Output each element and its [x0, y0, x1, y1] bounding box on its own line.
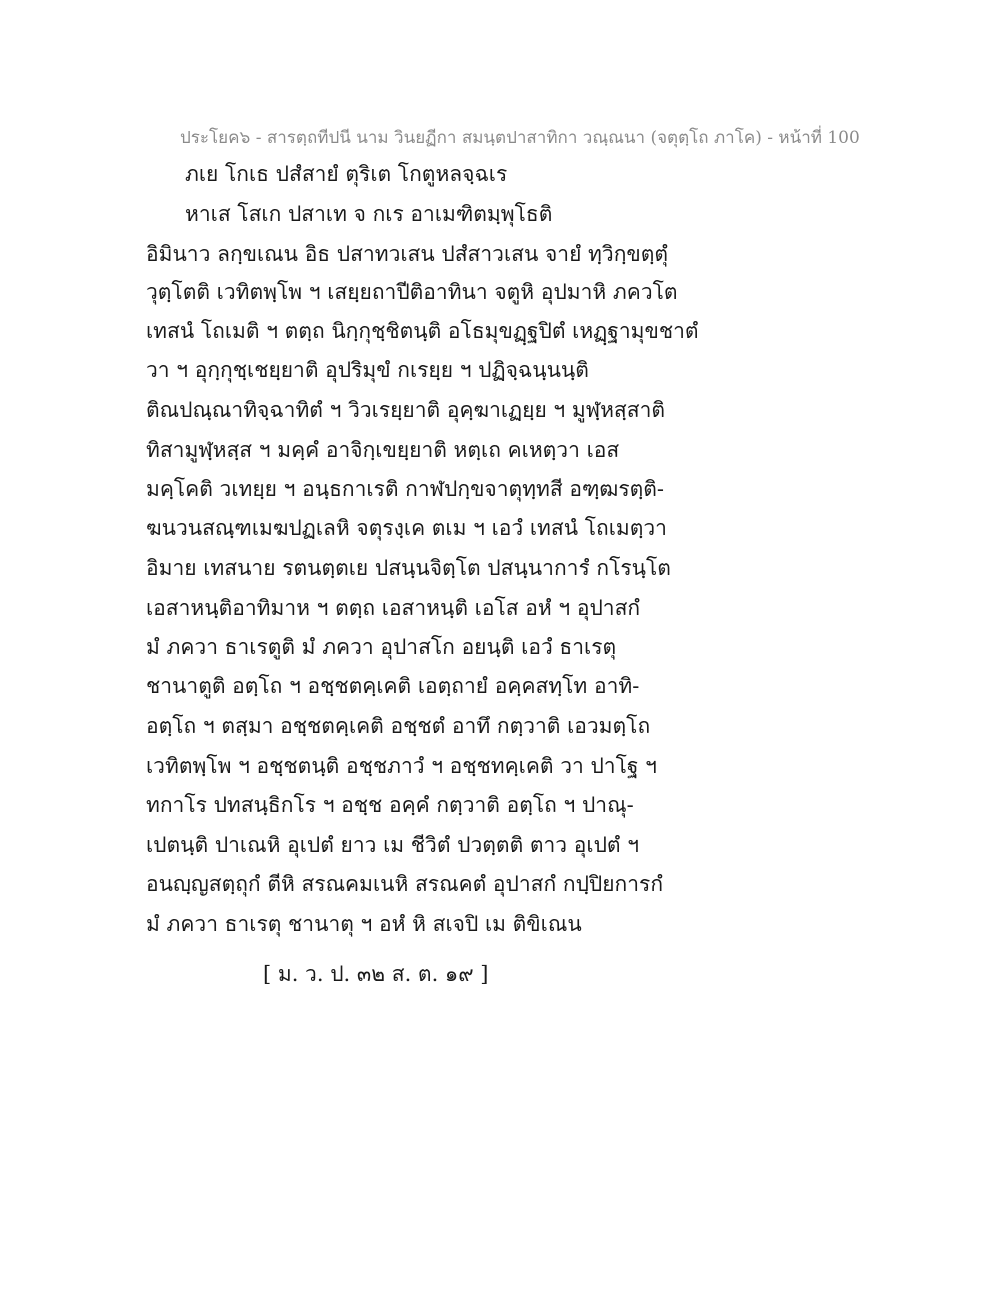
- text-line: เทสนํ โถเมติ ฯ ตตฺถ นิกฺกุชฺชิตนฺติ อโธมุขฏฺฐปิตํ เหฏฺฐามุขชาตํ: [146, 319, 699, 343]
- page-header: ประโยค๖ - สารตฺถทีปนี นาม วินยฏีกา สมนฺตปาสาทิกา วณฺณนา (จตุตฺโถ ภาโค) - หน้าที่ 100: [180, 128, 860, 148]
- text-line: ติณปณฺณาทิจฺฉาทิตํ ฯ วิวเรยฺยาติ อุคฺฆาเฏยฺย ฯ มูฬฺหสฺสาติ: [146, 398, 666, 422]
- text-line: มํ ภควา ธาเรตุ ชานาตุ ฯ อหํ หิ สเจปิ เม ติขิเณน: [146, 912, 582, 936]
- text-line: วา ฯ อุกฺกุชฺเชยฺยาติ อุปริมุขํ กเรยฺย ฯ ปฏิจฺฉนฺนนฺติ: [146, 358, 589, 382]
- text-line: เปตนฺติ ปาเณหิ อุเปตํ ยาว เม ชีวิตํ ปวตฺตติ ตาว อุเปตํ ฯ: [146, 833, 639, 857]
- text-line: ชานาตูติ อตฺโถ ฯ อชฺชตคฺเคติ เอตฺถายํ อคฺคสทฺโท อาทิ-: [146, 674, 640, 698]
- text-line: ทิสามูฬฺหสฺส ฯ มคฺคํ อาจิกฺเขยฺยาติ หตฺเถ คเหตฺวา เอส: [146, 438, 620, 462]
- text-line: ทกาโร ปทสนฺธิกโร ฯ อชฺช อคฺคํ กตฺวาติ อตฺโถ ฯ ปาณุ-: [146, 793, 634, 817]
- verse-line: ภเย โกเธ ปสํสายํ ตุริเต โกตูหลจฺฉเร: [185, 162, 508, 186]
- text-line: อตฺโถ ฯ ตสฺมา อชฺชตคฺเคติ อชฺชตํ อาทึ กตฺวาติ เอวมตฺโถ: [146, 714, 651, 738]
- text-line: อิมินาว ลกฺขเณน อิธ ปสาทวเสน ปสํสาวเสน จายํ ทฺวิกฺขตฺตุํ: [146, 242, 669, 266]
- text-line: มํ ภควา ธาเรตูติ มํ ภควา อุปาสโก อยนฺติ เอวํ ธาเรตุ: [146, 635, 617, 659]
- text-line: ฆนวนสณฺฑเมฆปฏเลหิ จตุรงฺเค ตเม ฯ เอวํ เทสนํ โถเมตฺวา: [146, 516, 667, 540]
- source-reference: [ ม. ว. ป. ๓๒ ส. ต. ๑๙ ]: [263, 962, 489, 986]
- text-line: อนญฺญสตฺถุกํ ตีหิ สรณคมเนหิ สรณคตํ อุปาสกํ กปฺปิยการกํ: [146, 872, 664, 896]
- text-line: อิมาย เทสนาย รตนตฺตเย ปสนฺนจิตฺโต ปสนฺนาการํ กโรนฺโต: [146, 556, 671, 580]
- text-line: มคฺโคติ วเทยฺย ฯ อนฺธกาเรติ กาฬปกฺขจาตุทฺทสี อฑฺฒรตฺติ-: [146, 477, 664, 501]
- verse-line: หาเส โสเก ปสาเท จ กเร อาเมฑิตมฺพุโธติ: [185, 202, 553, 226]
- text-line: เวทิตพฺโพ ฯ อชฺชตนฺติ อชฺชภาวํ ฯ อชฺชทคฺเคติ วา ปาโฐ ฯ: [146, 754, 657, 778]
- text-line: วุตฺโตติ เวทิตพฺโพ ฯ เสยฺยถาปีติอาทินา จตูหิ อุปมาหิ ภควโต: [146, 280, 678, 304]
- text-line: เอสาหนฺติอาทิมาห ฯ ตตฺถ เอสาหนฺติ เอโส อหํ ฯ อุปาสกํ: [146, 596, 641, 620]
